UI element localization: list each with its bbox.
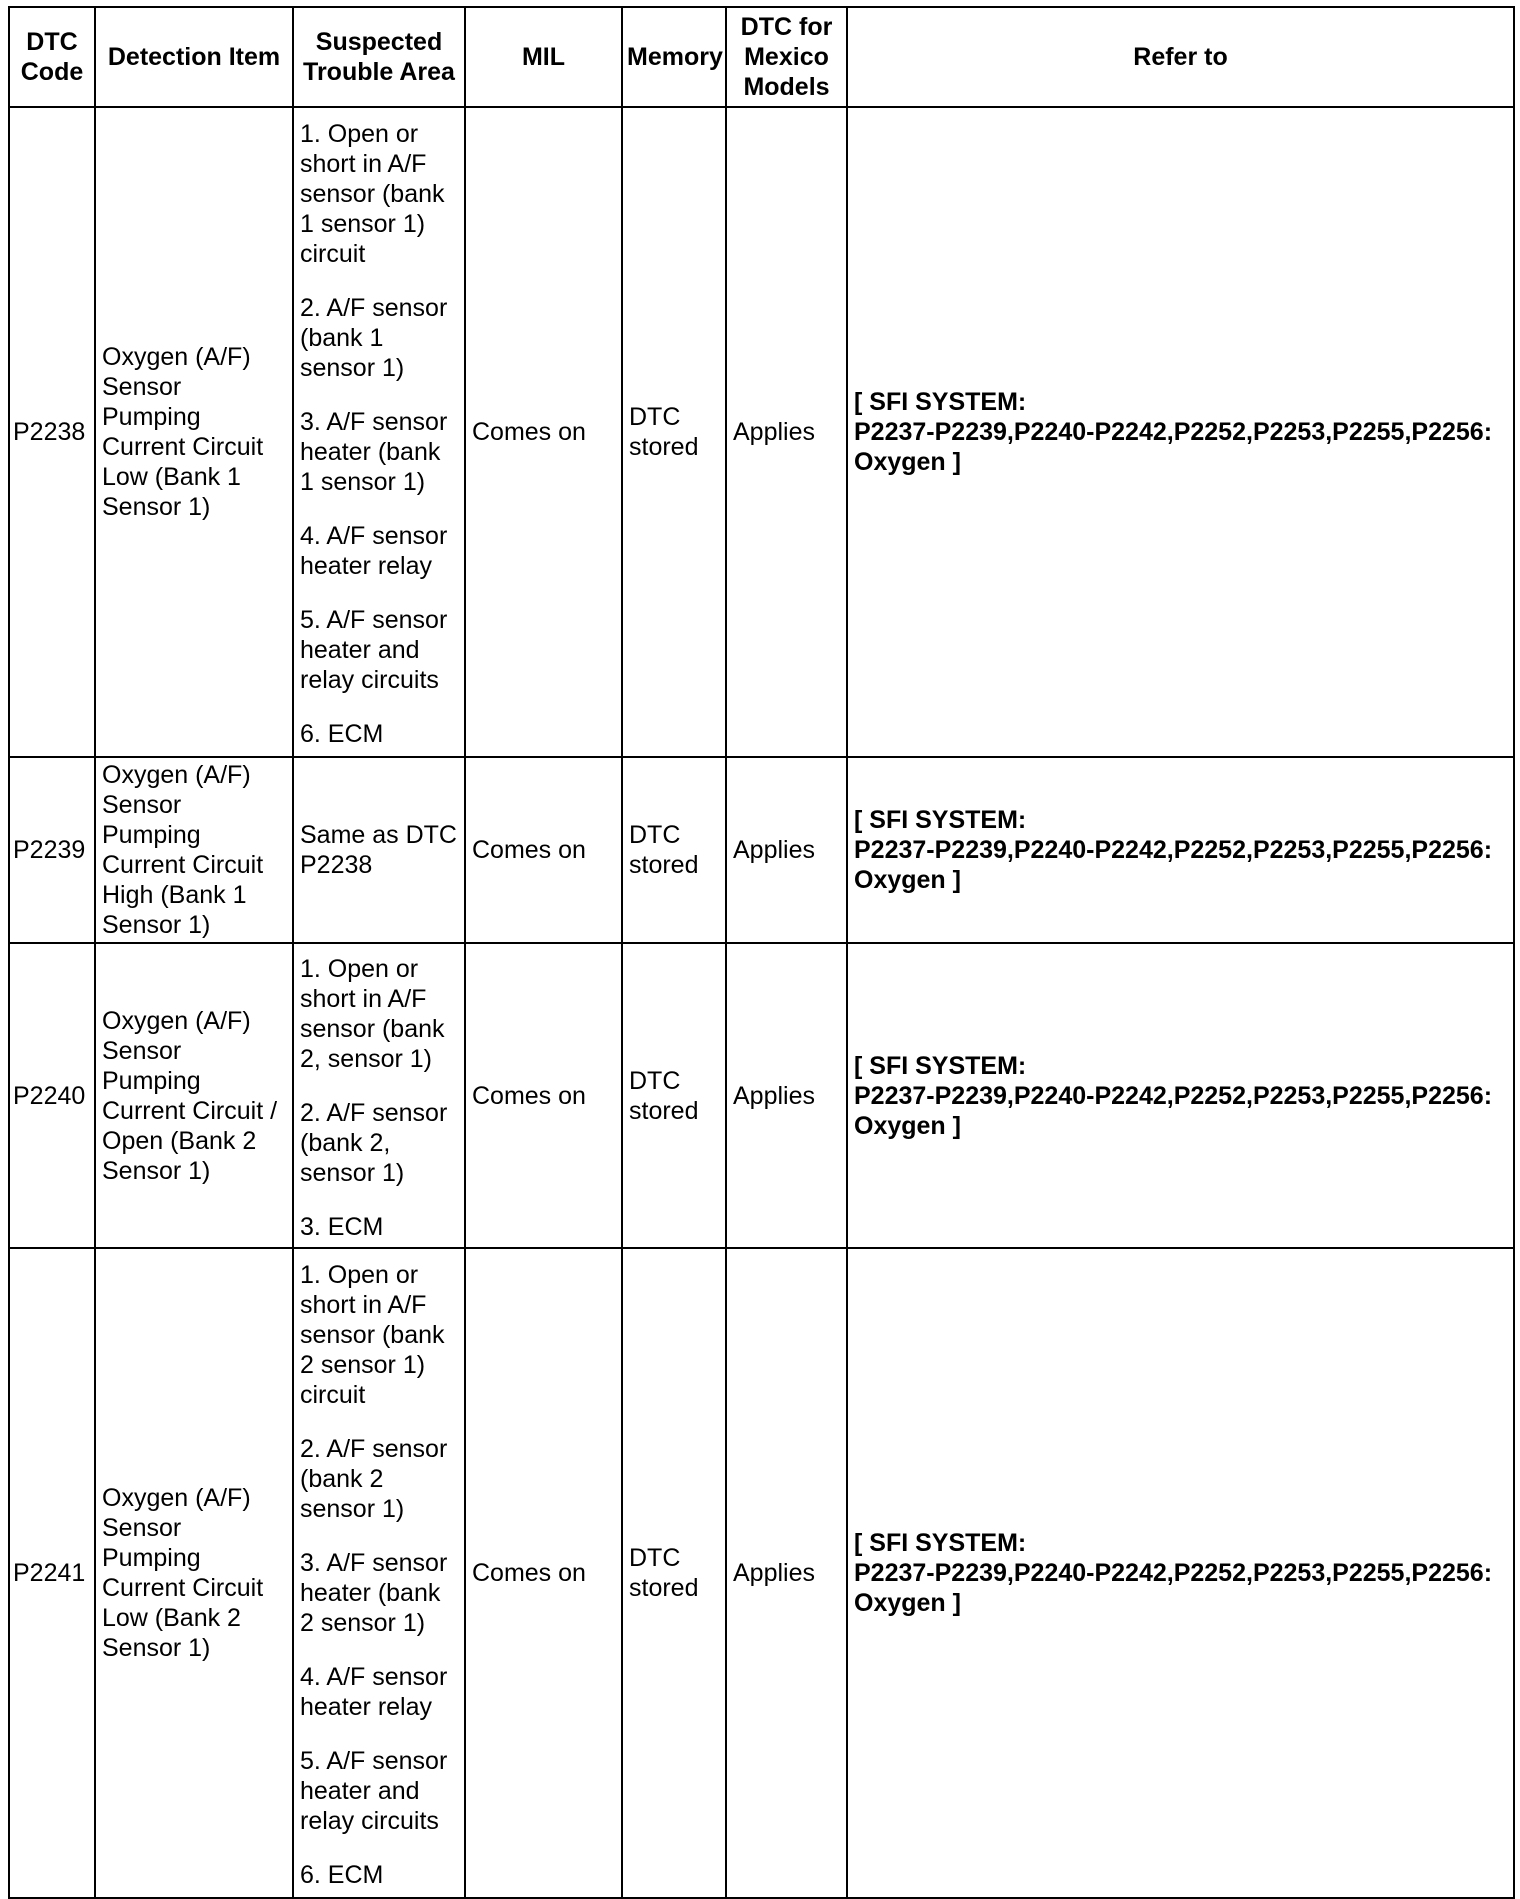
table-body — [9, 107, 1514, 1898]
memory-status-line: stored — [629, 433, 699, 461]
table-row — [9, 757, 1514, 943]
trouble-area-item: 5. A/F sensor heater and relay circuits — [300, 606, 448, 694]
mil-cell — [465, 757, 622, 943]
trouble-area-item: 2. A/F sensor (bank 1 sensor 1) — [300, 294, 448, 382]
header-suspected-trouble-area: Suspected Trouble Area — [293, 7, 465, 107]
detection-item-line: Open (Bank 2 — [102, 1126, 257, 1155]
trouble-area-item: 4. A/F sensor heater relay — [300, 522, 448, 580]
suspected-area-cell — [293, 943, 465, 1248]
detection-item-line: Low (Bank 2 — [102, 1604, 241, 1632]
detection-item-cell — [95, 943, 293, 1248]
trouble-area-item: 2. A/F sensor (bank 2 sensor 1) — [300, 1435, 448, 1523]
dtc-code: P2240 — [13, 1081, 86, 1110]
mil-status: Comes on — [472, 836, 586, 864]
detection-item-line: Oxygen (A/F) — [102, 761, 251, 789]
detection-item-line: High (Bank 1 — [102, 881, 247, 909]
suspected-area-cell — [293, 1248, 465, 1898]
header-mil: MIL — [465, 7, 622, 107]
refer-link-line[interactable]: Oxygen ] — [854, 448, 961, 476]
detection-item-line: Sensor Pumping — [102, 373, 201, 431]
detection-item-line: Low (Bank 1 — [102, 463, 241, 491]
refer-link-line[interactable]: [ SFI SYSTEM: — [854, 388, 1027, 416]
trouble-area-item: 6. ECM — [300, 1861, 384, 1889]
mil-status: Comes on — [472, 1081, 586, 1110]
trouble-area-item: 5. A/F sensor heater and relay circuits — [300, 1747, 448, 1835]
mil-status: Comes on — [472, 418, 586, 446]
dtc-table — [8, 6, 1515, 1899]
refer-to-cell — [847, 107, 1514, 757]
dtc-code: P2238 — [13, 418, 86, 446]
suspected-area-cell — [293, 757, 465, 943]
trouble-area-item: 6. ECM — [300, 720, 384, 748]
dtc-code-cell — [9, 943, 95, 1248]
memory-status-line: stored — [629, 851, 699, 879]
detection-item-line: Sensor 1) — [102, 1156, 211, 1185]
mil-cell — [465, 943, 622, 1248]
refer-link-line[interactable]: [ SFI SYSTEM: — [854, 1529, 1027, 1557]
trouble-area-item: 3. A/F sensor heater (bank 2 sensor 1) — [300, 1549, 448, 1637]
table-header-row — [9, 7, 1514, 107]
trouble-area-item: 2. A/F sensor (bank 2, sensor 1) — [300, 1098, 448, 1187]
header-dtc-code: DTC Code — [9, 7, 95, 107]
detection-item-line: Oxygen (A/F) — [102, 343, 251, 371]
memory-cell — [622, 943, 726, 1248]
dtc-code-cell — [9, 757, 95, 943]
mexico-cell — [726, 1248, 847, 1898]
detection-item-line: Sensor Pumping — [102, 791, 201, 849]
table-row — [9, 107, 1514, 757]
trouble-area-item: 4. A/F sensor heater relay — [300, 1663, 448, 1721]
mil-cell — [465, 107, 622, 757]
detection-item-line: Current Circuit / — [102, 1096, 278, 1125]
header-memory: Memory — [622, 7, 726, 107]
memory-cell — [622, 757, 726, 943]
memory-cell — [622, 1248, 726, 1898]
trouble-area-item: 3. ECM — [300, 1212, 384, 1241]
refer-to-cell — [847, 757, 1514, 943]
mexico-status: Applies — [733, 1081, 815, 1110]
mexico-status: Applies — [733, 836, 815, 864]
refer-link-line[interactable]: P2237-P2239,P2240-P2242,P2252,P2253,P2255,P2256: — [854, 418, 1493, 446]
dtc-code: P2239 — [13, 836, 86, 864]
trouble-area-item: 1. Open or short in A/F sensor (bank 1 sensor 1) circuit — [300, 120, 445, 268]
refer-link-line[interactable]: Oxygen ] — [854, 1111, 961, 1140]
memory-status-line: DTC — [629, 821, 681, 849]
mexico-cell — [726, 107, 847, 757]
detection-item-line: Sensor Pumping — [102, 1514, 201, 1572]
table-row — [9, 943, 1514, 1248]
refer-to-cell — [847, 943, 1514, 1248]
detection-item-line: Oxygen (A/F) — [102, 1484, 251, 1512]
memory-status-line: DTC — [629, 1066, 681, 1095]
memory-status-line: DTC — [629, 403, 681, 431]
refer-link-line[interactable]: P2237-P2239,P2240-P2242,P2252,P2253,P2255,P2256: — [854, 1081, 1493, 1110]
detection-item-line: Sensor 1) — [102, 1634, 211, 1662]
detection-item-line: Sensor 1) — [102, 911, 211, 939]
detection-item-cell — [95, 107, 293, 757]
refer-link-line[interactable]: [ SFI SYSTEM: — [854, 806, 1027, 834]
detection-item-line: Current Circuit — [102, 433, 264, 461]
detection-item-line: Current Circuit — [102, 851, 264, 879]
mexico-cell — [726, 757, 847, 943]
detection-item-line: Sensor Pumping — [102, 1036, 201, 1095]
memory-cell — [622, 107, 726, 757]
trouble-area-item: 1. Open or short in A/F sensor (bank 2 sensor 1) circuit — [300, 1261, 445, 1409]
header-detection-item: Detection Item — [95, 7, 293, 107]
mil-status: Comes on — [472, 1559, 586, 1587]
dtc-code-cell — [9, 1248, 95, 1898]
trouble-area-item: 1. Open or short in A/F sensor (bank 2, sensor 1) — [300, 954, 445, 1073]
detection-item-line: Current Circuit — [102, 1574, 264, 1602]
mil-cell — [465, 1248, 622, 1898]
mexico-cell — [726, 943, 847, 1248]
refer-to-cell — [847, 1248, 1514, 1898]
trouble-area-item: Same as DTC P2238 — [300, 821, 457, 879]
detection-item-line: Sensor 1) — [102, 493, 211, 521]
suspected-area-cell — [293, 107, 465, 757]
refer-link-line[interactable]: P2237-P2239,P2240-P2242,P2252,P2253,P2255,P2256: — [854, 1559, 1493, 1587]
detection-item-cell — [95, 1248, 293, 1898]
memory-status-line: DTC — [629, 1544, 681, 1572]
table-row — [9, 1248, 1514, 1898]
refer-link-line[interactable]: P2237-P2239,P2240-P2242,P2252,P2253,P2255,P2256: — [854, 836, 1493, 864]
detection-item-cell — [95, 757, 293, 943]
refer-link-line[interactable]: [ SFI SYSTEM: — [854, 1051, 1027, 1080]
memory-status-line: stored — [629, 1096, 699, 1125]
detection-item-line: Oxygen (A/F) — [102, 1006, 251, 1035]
header-refer-to: Refer to — [847, 7, 1514, 107]
dtc-code: P2241 — [13, 1559, 86, 1587]
trouble-area-item: 3. A/F sensor heater (bank 1 sensor 1) — [300, 408, 448, 496]
dtc-code-cell — [9, 107, 95, 757]
header-dtc-mexico: DTC for Mexico Models — [726, 7, 847, 107]
mexico-status: Applies — [733, 1559, 815, 1587]
memory-status-line: stored — [629, 1574, 699, 1602]
mexico-status: Applies — [733, 418, 815, 446]
refer-link-line[interactable]: Oxygen ] — [854, 866, 961, 894]
refer-link-line[interactable]: Oxygen ] — [854, 1589, 961, 1617]
